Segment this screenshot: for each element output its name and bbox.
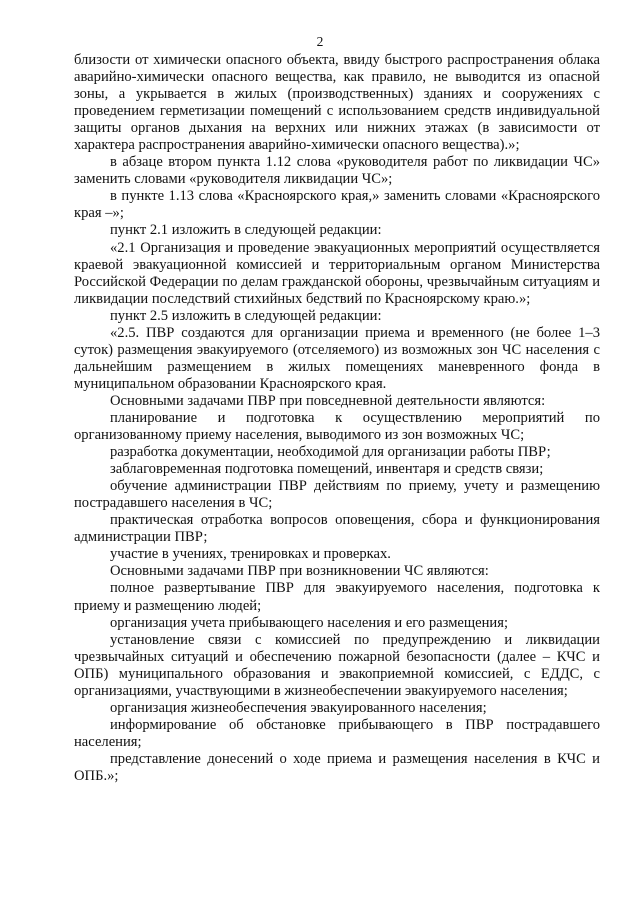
page-number: 2 — [316, 34, 324, 49]
paragraph: участие в учениях, тренировках и проверках. — [110, 546, 391, 563]
paragraph: организация жизнеобеспечения эвакуированного населения; — [110, 699, 487, 716]
paragraph: практическая отработка вопросов оповещения, сбора и функционирования администрации ПВР; — [74, 512, 600, 546]
paragraph: пункт 2.1 изложить в следующей редакции: — [110, 222, 382, 239]
paragraph: Основными задачами ПВР при возникновении ЧС являются: — [110, 563, 489, 580]
paragraph: в абзаце втором пункта 1.12 слова «руководителя работ по ликвидации ЧС» заменить словами «руководителя ликвидации ЧС»; — [74, 154, 600, 188]
paragraph: «2.5. ПВР создаются для организации приема и временного (не более 1–3 суток) размещения эвакуируемого (отселяемого) из возможных зон ЧС населения с дальнейшим размещением в жилых помещениях маневренного фонда в муниципальном образовании Красноярского края. — [74, 324, 600, 392]
paragraph: информирование об обстановке прибывающего в ПВР пострадавшего населения; — [74, 716, 600, 750]
paragraph: близости от химически опасного объекта, ввиду быстрого распространения облака аварийно-химически опасного вещества, как правило, не выводится из опасной зоны, а укрывается в жилых (производственных) зданиях и сооружениях с проведением герметизации помещений с использованием средств индивидуальной защиты органов дыхания на верхних или нижних этажах (в зависимости от характера распространения аварийно-химически опасного вещества).»; — [74, 52, 600, 154]
paragraph: пункт 2.5 изложить в следующей редакции: — [110, 307, 382, 324]
paragraph: в пункте 1.13 слова «Красноярского края,» заменить словами «Красноярского края –»; — [74, 188, 600, 222]
paragraph: организация учета прибывающего населения и его размещения; — [110, 614, 509, 631]
paragraph: заблаговременная подготовка помещений, инвентаря и средств связи; — [110, 461, 544, 478]
paragraph: установление связи с комиссией по предупреждению и ликвидации чрезвычайных ситуаций и обеспечению пожарной безопасности (далее – КЧС и ОПБ) муниципального образования и эвакоприемной комиссией, с ЕДДС, с организациями, участвующими в жизнеобеспечении эвакуируемого населения; — [74, 631, 600, 699]
paragraph: представление донесений о ходе приема и размещения населения в КЧС и ОПБ.»; — [74, 750, 600, 784]
paragraph: полное развертывание ПВР для эвакуируемого населения, подготовка к приему и размещению людей; — [74, 580, 600, 614]
paragraph: разработка документации, необходимой для организации работы ПВР; — [110, 444, 551, 461]
paragraph: «2.1 Организация и проведение эвакуационных мероприятий осуществляется краевой эвакуационной комиссией и территориальным органом Министерства Российской Федерации по делам гражданской обороны, чрезвычайным ситуациям и ликвидации последствий стихийных бедствий по Красноярскому краю.»; — [74, 239, 600, 307]
paragraph: планирование и подготовка к осуществлению мероприятий по организованному приему населения, выводимого из зон возможных ЧС; — [74, 409, 600, 444]
paragraph: Основными задачами ПВР при повседневной деятельности являются: — [110, 392, 546, 409]
document-body — [74, 52, 600, 785]
paragraph: обучение администрации ПВР действиям по приему, учету и размещению пострадавшего населения в ЧС; — [74, 478, 600, 512]
